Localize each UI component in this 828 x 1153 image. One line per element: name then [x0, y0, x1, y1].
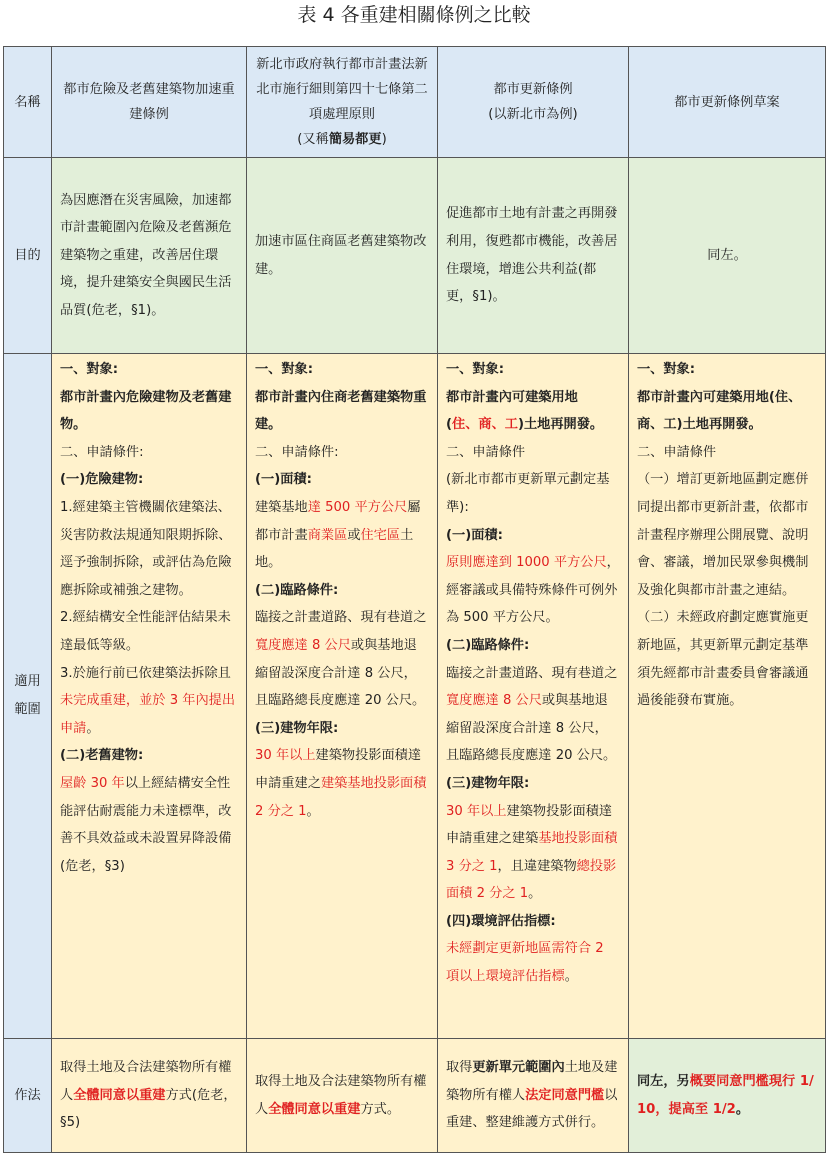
header-col1: [52, 47, 247, 158]
scope-col3-area-1: 原則應達到 1000 平方公尺: [446, 555, 607, 571]
scope-col3-road-2: 寬度應達 8 公尺: [446, 693, 542, 709]
scope-col3-age-1: 30 年以上: [446, 803, 507, 819]
scope-col3-area-heading: (一)面積:: [446, 527, 503, 543]
scope-col3-object-2: (: [446, 417, 453, 433]
header-col2-alias: 簡易都更: [328, 132, 382, 147]
scope-col3-age: [446, 798, 620, 908]
method-col4: [629, 1039, 826, 1153]
scope-col3-object-heading: 一、對象:: [446, 362, 505, 377]
scope-col2-area-7: 土地。: [255, 527, 414, 571]
scope-col2-area: [255, 494, 429, 577]
scope-col1-condition-heading: 二、申請條件:: [60, 444, 144, 460]
scope-col3-condition-heading: 二、申請條件: [446, 444, 526, 460]
header-col2-text: 新北市政府執行都市計畫法新北市施行細則第四十七條第二項處理原則: [256, 57, 428, 122]
header-col2: [247, 47, 438, 158]
scope-col1-old: [60, 770, 238, 880]
method-col1-3: 方式(危老，§5): [60, 1087, 237, 1131]
scope-col3-age-2: 建築物投影面積達申請重建之建築: [446, 803, 613, 847]
header-col3-note: (以新北市為例): [488, 107, 578, 122]
purpose-label: 目的: [4, 158, 52, 354]
scope-col3-road: [446, 660, 620, 770]
scope-col2-road: [255, 604, 429, 714]
scope-col2-age-3: 建築基地投影面積 2 分之 1: [255, 775, 427, 819]
method-col1-2: 全體同意以重建: [73, 1087, 166, 1103]
scope-col1-danger-3: [60, 660, 238, 743]
method-col3: [438, 1039, 629, 1153]
method-col4-1: 同左，另: [637, 1073, 690, 1089]
purpose-col3: 促進都市土地有計畫之再開發利用，復甦都市機能，改善居住環境，增進公共利益(都更，§1)。: [438, 158, 629, 354]
scope-col3-road-1: 臨接之計畫道路、現有巷道之: [446, 665, 618, 681]
method-col1: [52, 1039, 247, 1153]
scope-col2-age-4: 。: [306, 803, 320, 819]
header-col1-text: 都市危險及老舊建築物加速重建條例: [63, 82, 235, 122]
method-row: [4, 1039, 826, 1153]
scope-col1-danger-3-pre: 3.於施行前已依建築法拆除且: [60, 665, 231, 681]
scope-col2-object-heading: 一、對象:: [255, 362, 314, 377]
method-col3-5: 以重建、整建維護方式併行。: [446, 1087, 618, 1131]
method-col2-1: 取得土地及合法建築物所有權人: [255, 1073, 427, 1117]
scope-col3-env: [446, 935, 620, 990]
header-row: [4, 47, 826, 158]
scope-col2-road-3: 或與基地退縮留設深度合計達 8 公尺，且臨路總長度應達 20 公尺。: [255, 637, 426, 709]
header-col4-text: 都市更新條例草案: [674, 94, 780, 110]
scope-col3-age-heading: (三)建物年限:: [446, 775, 530, 791]
method-col3-2: 更新單元範圍內: [472, 1060, 565, 1076]
scope-label-a: 適用: [14, 674, 41, 690]
method-col2: [247, 1039, 438, 1153]
purpose-col1: 為因應潛在災害風險，加速都市計畫範圍內危險及老舊瀕危建築物之重建，改善居住環境，提升建築安全與國民生活品質(危老，§1)。: [52, 158, 247, 354]
header-col4: [629, 47, 826, 158]
method-col4-3: 。: [735, 1101, 750, 1117]
scope-col1-danger-heading: (一)危險建物:: [60, 472, 144, 488]
scope-col3-env-heading: (四)環境評估指標:: [446, 913, 556, 929]
scope-col2-age-heading: (三)建物年限:: [255, 720, 339, 736]
scope-col2-age-1: 30 年以上: [255, 748, 316, 764]
scope-col3-area-2: ，經審議或具備特殊條件可例外為 500 平方公尺。: [446, 555, 620, 626]
scope-col4-object-heading: 一、對象:: [637, 362, 696, 377]
scope-col1-danger-2: 2.經結構安全性能評估結果未達最低等級。: [60, 610, 231, 653]
scope-col1-object-heading: 一、對象:: [60, 362, 119, 377]
scope-col2-road-1: 臨接之計畫道路、現有巷道之: [255, 610, 427, 626]
method-col3-4: 法定同意門檻: [525, 1087, 605, 1103]
header-col3-text: 都市更新條例: [493, 82, 573, 97]
method-col3-1: 取得: [446, 1060, 473, 1076]
scope-col1-danger-3-red: 未完成重建，並於 3 年內提出申請: [60, 693, 236, 736]
scope-col3-condition-note: (新北市都市更新單元劃定基準):: [446, 472, 610, 515]
method-col3-3: 土地及建築物所有權人: [446, 1060, 618, 1103]
scope-col1-danger-3-post: 。: [86, 720, 100, 736]
scope-col3-object-3: 住、商、工: [452, 417, 518, 433]
scope-col3-env-3: 環境評估指標: [485, 969, 565, 985]
method-col1-1: 取得土地及合法建築物所有權人: [60, 1060, 232, 1103]
scope-col3-object-4: )土地再開發。: [517, 417, 604, 433]
purpose-col2: 加速市區住商區老舊建築物改建。: [247, 158, 438, 354]
scope-col3-age-3: 基地投影面積 3 分之 1: [446, 831, 618, 874]
scope-col3-env-1: 未經劃定更新地區: [446, 941, 552, 957]
header-col3: [438, 47, 629, 158]
scope-label-b: 範圍: [14, 702, 41, 717]
scope-col2-area-1: 建築基地: [255, 499, 308, 515]
scope-col3-object: [446, 384, 620, 439]
scope-col1-old-red: 屋齡 30 年: [60, 775, 125, 791]
scope-col4: [629, 354, 826, 1039]
scope-col4-condition-1: （一）增訂更新地區劃定應併同提出都市更新計畫，依都市計畫程序辦理公開展覽、說明會、審議，增加民眾參與機制及強化與都市計畫之連結。: [637, 472, 809, 598]
scope-col1-object: 都市計畫內危險建物及老舊建物。: [60, 389, 232, 433]
scope-col3-object-1: 都市計畫內可建築用地: [446, 389, 578, 405]
scope-row: [4, 354, 826, 1039]
scope-col2-age-2: 建築物投影面積達申請重建之: [255, 748, 422, 791]
header-name: 名稱: [4, 47, 52, 158]
header-col2-alias-post: ): [381, 132, 387, 147]
method-col2-2: 全體同意以重建: [268, 1101, 361, 1117]
method-label: 作法: [4, 1039, 52, 1153]
scope-col3-env-2: 需符合 2 項以上: [446, 941, 604, 985]
scope-col3-age-6: 。: [528, 886, 542, 902]
scope-col3-road-heading: (二)臨路條件:: [446, 637, 530, 653]
scope-col2-area-5: 或: [347, 527, 361, 543]
header-col2-alias-pre: (又稱: [297, 132, 329, 147]
scope-col3-age-5: 總投影面積 2 分之 1: [446, 858, 617, 902]
scope-col1-old-heading: (二)老舊建物:: [60, 748, 144, 764]
scope-col2-age: [255, 742, 429, 825]
scope-col3-env-4: 。: [564, 969, 578, 985]
purpose-row: [4, 158, 826, 354]
scope-col1-old-rest: 以上經結構安全性能評估耐震能力未達標準，改善不具效益或未設置昇降設備(危老，§3): [60, 775, 232, 874]
scope-col4-condition-heading: 二、申請條件: [637, 444, 717, 460]
comparison-table: [3, 46, 826, 1153]
scope-col2-object: 都市計畫內住商老舊建築物重建。: [255, 389, 427, 433]
method-col2-3: 方式。: [360, 1101, 401, 1117]
scope-col3-age-4: ，且違建築物: [497, 858, 577, 874]
scope-col2: [247, 354, 438, 1039]
scope-col1: [52, 354, 247, 1039]
scope-col2-area-2: 達 500 平方公尺: [307, 499, 408, 515]
scope-col3-area: [446, 549, 620, 632]
scope-col1-danger-1: 1.經建築主管機關依建築法、災害防救法規通知限期拆除、逕予強制拆除，或評估為危險應拆除或補強之建物。: [60, 499, 232, 598]
scope-col2-road-heading: (二)臨路條件:: [255, 582, 339, 598]
scope-col2-area-heading: (一)面積:: [255, 472, 312, 488]
scope-col3-road-3: 或與基地退縮留設深度合計達 8 公尺，且臨路總長度應達 20 公尺。: [446, 693, 617, 764]
scope-col3: [438, 354, 629, 1039]
scope-col2-area-3: 屬都市計畫: [255, 499, 421, 543]
method-col4-2: 概要同意門檻現行 1/10，提高至 1/2: [637, 1073, 814, 1117]
scope-col2-road-2: 寬度應達 8 公尺: [255, 637, 351, 653]
scope-label: [4, 354, 52, 1039]
scope-col2-area-4: 商業區: [307, 527, 348, 543]
scope-col2-condition-heading: 二、申請條件:: [255, 444, 339, 460]
scope-col2-area-6: 住宅區: [360, 527, 401, 543]
scope-col4-object: 都市計畫內可建築用地(住、商、工)土地再開發。: [637, 389, 802, 433]
purpose-col4: 同左。: [629, 158, 826, 354]
scope-col4-condition-2: （二）未經政府劃定應實施更新地區，其更新單元劃定基準須先經都市計畫委員會審議通過後能發布實施。: [637, 610, 809, 709]
table-title: 表 4 各重建相關條例之比較: [297, 4, 531, 26]
